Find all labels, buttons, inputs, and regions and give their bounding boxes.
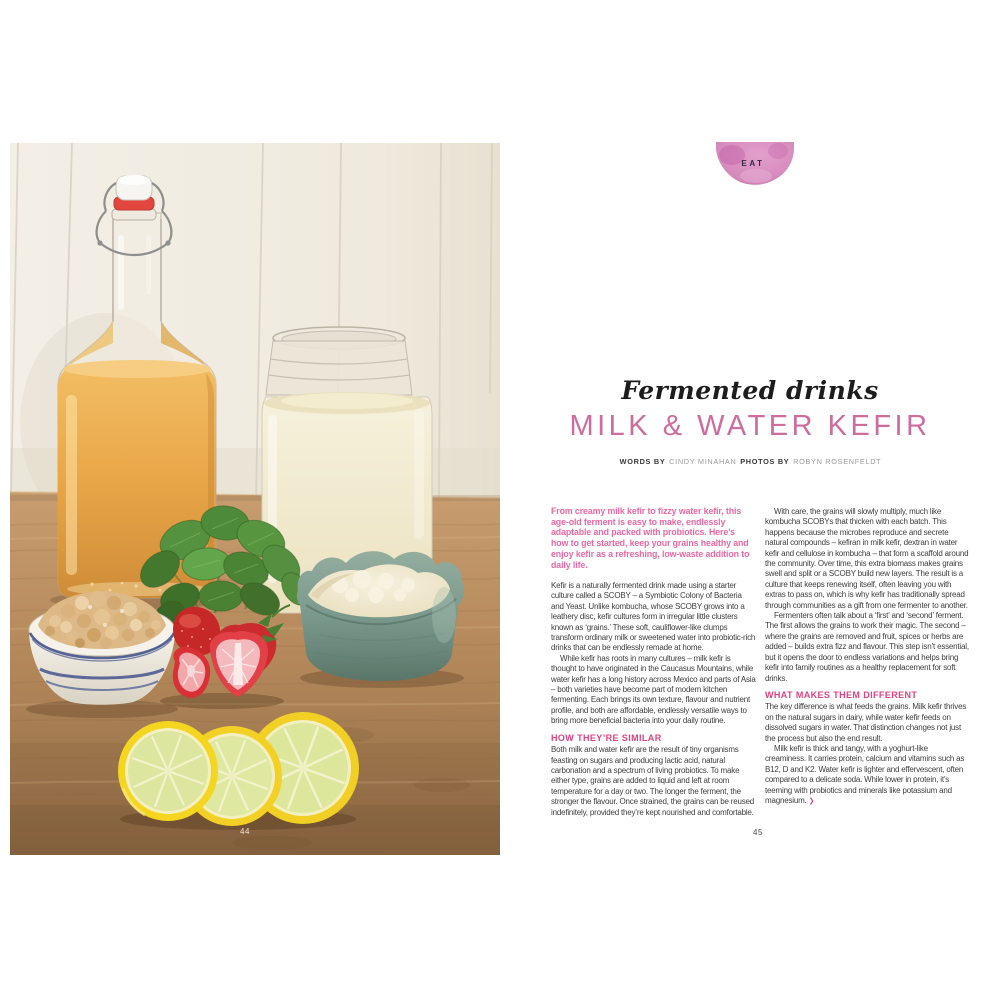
byline-photos-label: PHOTOS BY [740,457,790,466]
green-bowl-milk-kefir [297,551,464,688]
paragraph [765,744,970,807]
paragraph: With care, the grains will slowly multiply, much like kombucha SCOBYs that thicken with each batch. This happens because the microbes reproduce and secrete natural compounds – kefiran in milk kefir, dextran in water kefir and cellulose in kombucha – that form a scaffold around the community. Over time, this extra biomass makes grains swell and split or a SCOBY build new layers. The result is a culture that keeps renewing itself, often leaving you with extras to pass on, which is why kefir has traditionally spread through communities as a gift from one fermenter to another. [765,507,969,610]
page-number-left: 44 [240,827,250,836]
paragraph: Kefir is a naturally fermented drink made using a starter culture called a SCOBY – a Symbiotic Colony of Bacteria and Yeast. Unlike kombucha, whose SCOBY grows into a leathery disc, kefir cultures form in irregular little clusters known as ‘grains.’ These soft, cauliflower-like clumps transform ordinary milk or sweetened water into probiotic-rich drinks that can be endlessly remade at home. [551,581,756,653]
section-heading-different: WHAT MAKES THEM DIFFERENT [765,689,918,700]
continuation-arrow-icon: ❯ [808,797,815,805]
byline [505,457,995,466]
paragraph: Fermenters often talk about a ‘first’ and ‘second’ ferment. The first allows the grains to work their magic. The second – where the grains are removed and fruit, spices or herbs are added – builds extra fizz and flavour. This step isn’t essential, but it opens the door to endless variations and helps bring kefir into family routines as a healthy replacement for soft drinks. [765,611,969,683]
section-tab-label: EAT [741,159,765,168]
section-heading-similar: HOW THEY’RE SIMILAR [551,732,662,743]
section-tab-eat [716,142,798,188]
paragraph: Both milk and water kefir are the result of tiny organisms feasting on sugars and producing lactic acid, natural carbonation and a spectrum of living probiotics. To make either type, grains are added to liquid and left at room temperature for a day or two. The longer the ferment, the stronger the flavour. Once strained, the grains can be reused indefinitely, provided they’re kept nourished and comfortable. [551,745,755,817]
article-intro: From creamy milk kefir to fizzy water kefir, this age-old ferment is easy to make, endlessly adaptable and packed with probiotics. Here’s how to get started, keep your grains healthy and enjoy kefir as a refreshing, low-waste addition to daily life. [551,506,750,570]
article-column-left [551,581,756,818]
kefir-still-life-photo [10,143,500,855]
article-column-right [765,507,970,807]
paragraph: While kefir has roots in many cultures – milk kefir is thought to have originated in the Caucasus Mountains, while water kefir has a long history across Mexico and parts of Asia – both varieties have become part of modern kitchen fermenting. Each brings its own texture, flavour and nutrient profile, and both are affordable, endlessly versatile ways to bring more beneficial bacteria into your daily routine. [551,653,756,726]
paragraph-text: Milk kefir is thick and tangy, with a yoghurt-like creaminess. It carries protein, calcium and vitamins such as B12, D and K2. Water kefir is lighter and effervescent, often compared to a delicate soda. While lower in protein, it’s teeming with probiotics and minerals like potassium and magnesium. [765,743,965,805]
article-kicker: Fermented drinks [621,376,879,405]
lemon-slice [118,721,218,821]
lemon-slices [118,712,359,830]
photo-left-page [10,143,500,855]
page-number-right: 45 [753,828,763,837]
byline-photos-name: ROBYN ROSENFELDT [793,457,882,466]
article-title: MILK & WATER KEFIR [569,410,931,442]
byline-words-label: WORDS BY [619,457,666,466]
byline-words-name: CINDY MINAHAN [669,457,737,466]
paragraph: The key difference is what feeds the grains. Milk kefir thrives on the natural sugars in dairy, while water kefir feeds on dissolved sugars in water. That distinction changes not just the process but also the end result. [765,702,967,743]
